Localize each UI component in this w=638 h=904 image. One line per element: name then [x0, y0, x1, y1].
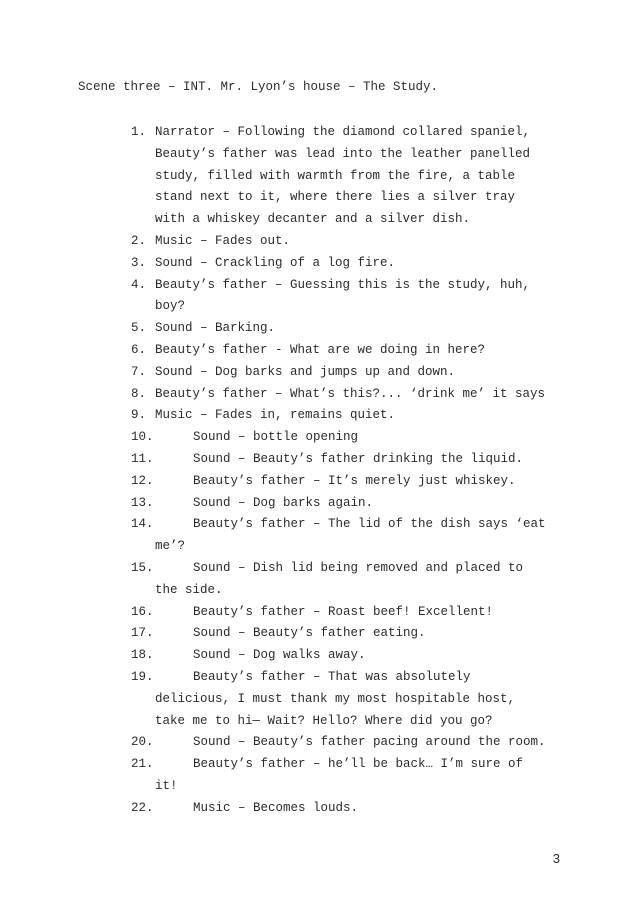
line-number: 4. [131, 277, 147, 292]
line-text: it! [155, 778, 178, 793]
line-number: 11. [131, 451, 154, 466]
line-text: Sound – Crackling of a log fire. [155, 255, 396, 270]
line-text: delicious, I must thank my most hospitable host, [155, 691, 516, 706]
script-line [131, 558, 571, 602]
script-line [131, 667, 571, 732]
script-line [131, 362, 571, 384]
line-text: Sound – Beauty’s father pacing around the room. [193, 735, 546, 750]
line-number: 16. [131, 604, 154, 619]
line-number: 2. [131, 233, 147, 248]
line-text: Sound – Dog barks again. [193, 495, 374, 510]
line-text: Beauty’s father – The lid of the dish says ‘eat [193, 517, 546, 532]
line-text: Music – Fades out. [155, 233, 291, 248]
line-text: study, filled with warmth from the fire, a table [155, 168, 516, 183]
scene-heading: Scene three – INT. Mr. Lyon’s house – The Study. [78, 80, 439, 94]
line-text: Sound – Dog walks away. [193, 648, 366, 663]
script-line [131, 449, 571, 471]
line-text: Music – Fades in, remains quiet. [155, 408, 396, 423]
line-text: the side. [155, 582, 223, 597]
line-number: 10. [131, 430, 154, 445]
line-number: 21. [131, 757, 154, 772]
line-text: Beauty’s father - What are we doing in here? [155, 342, 486, 357]
script-line [131, 384, 571, 406]
script-line [131, 471, 571, 493]
script-line [131, 231, 571, 253]
script-line [131, 340, 571, 362]
line-number: 18. [131, 648, 154, 663]
script-line [131, 427, 571, 449]
line-number: 19. [131, 669, 154, 684]
line-text: Beauty’s father was lead into the leather panelled [155, 146, 531, 161]
script-line [131, 253, 571, 275]
line-text: Sound – Beauty’s father drinking the liquid. [193, 451, 524, 466]
script-line [131, 275, 571, 319]
line-number: 12. [131, 473, 154, 488]
line-number: 3. [131, 255, 147, 270]
line-text: Beauty’s father – That was absolutely [193, 669, 471, 684]
line-number: 17. [131, 626, 154, 641]
script-line [131, 514, 571, 558]
line-number: 7. [131, 364, 147, 379]
line-text: Beauty’s father – he’ll be back… I’m sure of [193, 757, 524, 772]
line-text: boy? [155, 299, 186, 314]
script-line [131, 754, 571, 798]
line-text: Narrator – Following the diamond collared spaniel, [155, 125, 531, 139]
line-text: Music – Becomes louds. [193, 800, 359, 815]
line-number: 22. [131, 800, 154, 815]
script-line [131, 405, 571, 427]
line-text: Beauty’s father – It’s merely just whiskey. [193, 473, 516, 488]
script-line [131, 798, 571, 820]
script-line [131, 602, 571, 624]
line-text: Sound – bottle opening [193, 430, 359, 445]
script-line [131, 493, 571, 515]
page-number: 3 [552, 851, 560, 866]
line-text: me’? [155, 539, 186, 554]
script-line [131, 732, 571, 754]
line-number: 6. [131, 342, 147, 357]
line-text: stand next to it, where there lies a silver tray [155, 190, 516, 205]
line-text: take me to hi— Wait? Hello? Where did you go? [155, 713, 493, 728]
line-number: 8. [131, 386, 147, 401]
script-line [131, 645, 571, 667]
line-text: Beauty’s father – Roast beef! Excellent! [193, 604, 494, 619]
script-line [131, 623, 571, 645]
script-line-list [131, 122, 571, 820]
line-number: 13. [131, 495, 154, 510]
script-line [131, 318, 571, 340]
line-text: Sound – Beauty’s father eating. [193, 626, 426, 641]
line-number: 9. [131, 408, 147, 423]
line-text: Beauty’s father – Guessing this is the study, huh, [155, 277, 531, 292]
line-text: Sound – Dish lid being removed and placed to [193, 560, 524, 575]
script-line [131, 122, 571, 231]
line-text: Sound – Dog barks and jumps up and down. [155, 364, 456, 379]
line-number: 5. [131, 321, 147, 336]
line-text: Sound – Barking. [155, 321, 276, 336]
line-text: with a whiskey decanter and a silver dish. [155, 212, 471, 227]
line-number: 20. [131, 735, 154, 750]
line-number: 14. [131, 517, 154, 532]
line-number: 1. [131, 125, 147, 139]
line-text: Beauty’s father – What’s this?... ‘drink me’ it says [155, 386, 546, 401]
line-number: 15. [131, 560, 154, 575]
